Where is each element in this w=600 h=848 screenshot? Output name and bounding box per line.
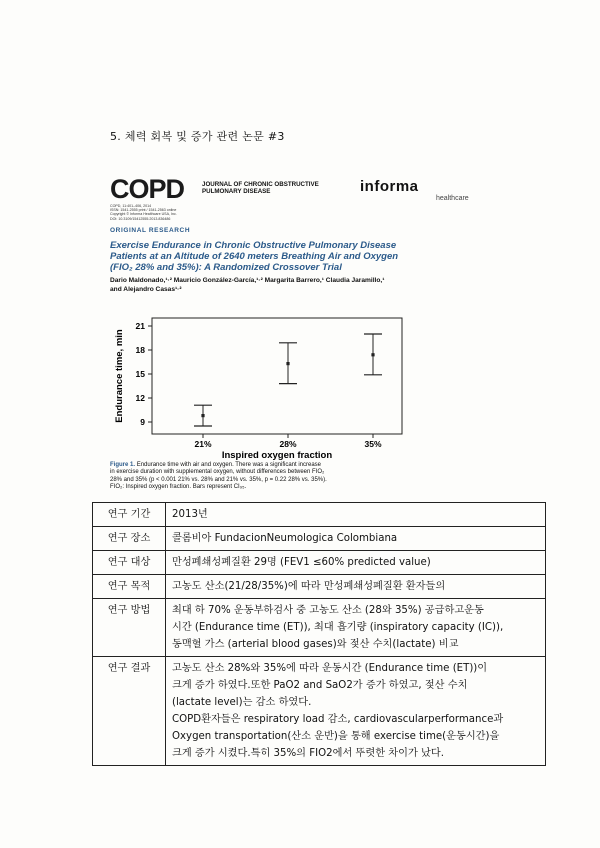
row-value-line: 콜롬비아 FundacionNeumologica Colombiana (172, 533, 398, 544)
meta-line: ISSN: 1541-2555 print / 1541-2563 online (110, 208, 177, 213)
row-label: 연구 방법 (93, 599, 166, 657)
row-value-line: 고농도 산소(21/28/35%)에 따라 만성폐쇄성폐질환 환자들의 (172, 581, 446, 592)
row-value (166, 527, 546, 551)
caption-label: Figure 1. (110, 462, 136, 468)
x-axis-label: Inspired oxygen fraction (221, 450, 333, 460)
row-label: 연구 기간 (93, 503, 166, 527)
y-tick-label: 12 (135, 393, 145, 403)
section-label: ORIGINAL RESEARCH (110, 227, 191, 234)
mean-point (201, 414, 204, 417)
y-axis-label: Endurance time, min (114, 329, 125, 423)
row-value (166, 599, 546, 657)
table-row (93, 599, 546, 657)
row-value-line: 동맥혈 가스 (arterial blood gases)와 젖산 수치(lactate) 비교 (172, 639, 459, 650)
row-value-line: 2013년 (172, 509, 208, 520)
x-tick-label: 28% (279, 439, 297, 449)
copd-logo: COPD (110, 174, 185, 204)
journal-name-line: PULMONARY DISEASE (202, 188, 271, 195)
caption-line: in exercise duration with supplemental oxygen, without differences between FIO₂ (110, 469, 325, 476)
row-value-line: 최대 하 70% 운동부하검사 중 고농도 산소 (28와 35%) 공급하고운동 (172, 605, 484, 616)
meta-line: Copyright © Informa Healthcare USA, Inc. (110, 212, 177, 217)
table-row (93, 527, 546, 551)
y-tick-label: 15 (135, 369, 145, 379)
author-line: and Alejandro Casas¹·² (110, 285, 182, 293)
row-value (166, 575, 546, 599)
x-tick-label: 35% (364, 439, 382, 449)
publisher-logo: informa (360, 178, 419, 195)
row-value-line: Oxygen transportation(산소 운반)을 통해 exercise time(운동시간)을 (172, 731, 500, 742)
title-line: Exercise Endurance in Chronic Obstructive Pulmonary Disease (110, 240, 397, 251)
row-value (166, 503, 546, 527)
row-label: 연구 대상 (93, 551, 166, 575)
meta-line: COPD, 11:401–406, 2014 (110, 204, 152, 208)
row-value (166, 551, 546, 575)
caption-line: Endurance time with air and oxygen. There was a significant increase (136, 462, 322, 468)
study-summary-table (92, 502, 546, 766)
row-label: 연구 목적 (93, 575, 166, 599)
row-value-line: 시간 (Endurance time (ET)), 최대 흡기량 (inspiratory capacity (IC)), (172, 622, 504, 633)
row-value-line: 만성폐쇄성폐질환 29명 (FEV1 ≤60% predicted value) (172, 557, 431, 568)
row-value-line: COPD환자들은 respiratory load 감소, cardiovascularperformance과 (172, 714, 504, 725)
mean-point (286, 362, 289, 365)
row-label: 연구 결과 (93, 657, 166, 766)
row-value-line: 크게 증가 시켰다.특히 35%의 FIO2에서 뚜렷한 차이가 났다. (172, 748, 444, 759)
title-line: Patients at an Altitude of 2640 meters Breathing Air and Oxygen (110, 251, 399, 262)
figure-caption (110, 462, 445, 491)
x-tick-label: 21% (194, 439, 212, 449)
row-value-line: 크게 증가 하였다.또한 PaO2 and SaO2가 증가 하였고, 젖산 수치 (172, 680, 468, 691)
table-row (93, 657, 546, 766)
row-value-line: 고농도 산소 28%와 35%에 따라 운동시간 (Endurance time (ET))이 (172, 663, 488, 674)
author-line: Dario Maldonado,¹·² Mauricio González-García,¹·² Margarita Barrero,¹ Claudia Jaramillo,¹ (110, 277, 385, 284)
row-label: 연구 장소 (93, 527, 166, 551)
y-tick-label: 9 (140, 417, 145, 427)
plot-frame (152, 318, 402, 434)
table-row (93, 575, 546, 599)
row-value (166, 657, 546, 766)
journal-name-line: JOURNAL OF CHRONIC OBSTRUCTIVE (202, 181, 319, 188)
table-row (93, 551, 546, 575)
y-tick-label: 18 (135, 345, 145, 355)
caption-line: FIO₂: Inspired oxygen fraction. Bars represent CI₉₅. (110, 483, 247, 490)
caption-line: 28% and 35% (p < 0.001 21% vs. 28% and 21% vs. 35%, p = 0.22 28% vs. 35%). (110, 476, 327, 483)
table-row (93, 503, 546, 527)
section-heading: 5. 체력 회복 및 증가 관련 논문 #3 (110, 130, 285, 143)
mean-point (371, 353, 374, 356)
title-line: (FIO₂ 28% and 35%): A Randomized Crossover Trial (110, 262, 342, 273)
publisher-subtitle: healthcare (436, 195, 469, 202)
meta-line: DOI: 10.3109/15412555.2013.836486 (110, 216, 171, 221)
row-value-line: (lactate level)는 감소 하였다. (172, 697, 312, 708)
y-tick-label: 21 (135, 321, 145, 331)
